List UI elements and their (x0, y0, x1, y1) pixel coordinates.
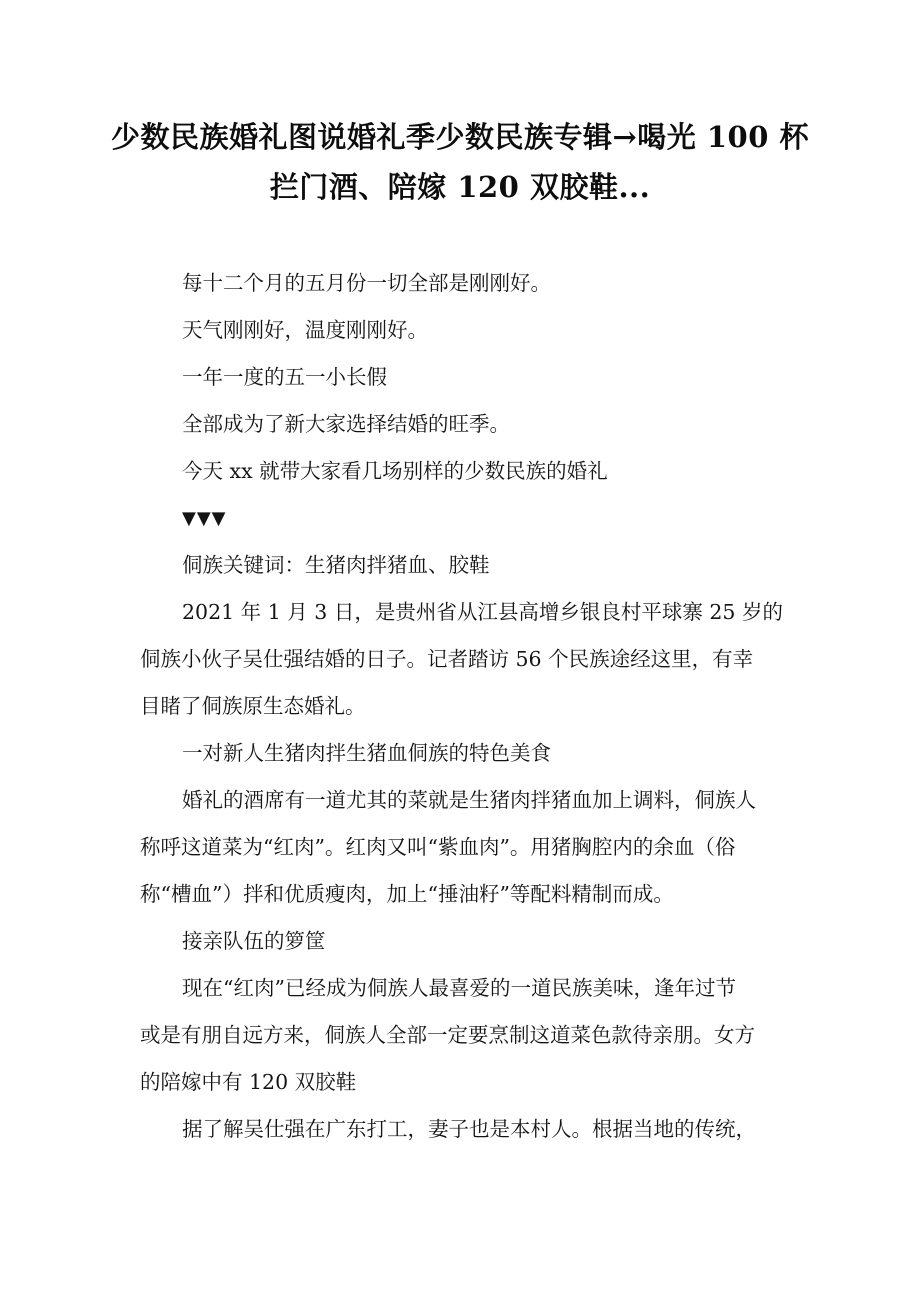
paragraph-line: 或是有朋自远方来，侗族人全部一定要烹制这道菜色款待亲朋。女方 (140, 1023, 755, 1047)
paragraph: 每十二个月的五月份一切全部是刚刚好。 (182, 271, 551, 295)
paragraph-line: 2021 年 1 月 3 日，是贵州省从江县高增乡银良村平球寨 25 岁的 (182, 600, 783, 624)
paragraph-line: 的陪嫁中有 120 双胶鞋 (140, 1070, 357, 1094)
triangle-divider: ▼▼▼ (182, 508, 227, 529)
paragraph-line: 侗族小伙子吴仕强结婚的日子。记者踏访 56 个民族途经这里，有幸 (140, 647, 754, 671)
paragraph: 全部成为了新大家选择结婚的旺季。 (182, 412, 510, 436)
paragraph: 今天 xx 就带大家看几场别样的少数民族的婚礼 (182, 459, 608, 483)
paragraph: 天气刚刚好，温度刚刚好。 (182, 318, 428, 342)
paragraph-line: 称呼这道菜为“红肉”。红肉又叫“紫血肉”。用猪胸腔内的余血（俗 (140, 835, 736, 859)
image-caption: 一对新人生猪肉拌生猪血侗族的特色美食 (182, 741, 551, 765)
paragraph: 一年一度的五一小长假 (182, 365, 387, 389)
title-line-2: 拦门酒、陪嫁 120 双胶鞋... (269, 170, 651, 204)
paragraph-line: 婚礼的酒席有一道尤其的菜就是生猪肉拌猪血加上调料，侗族人 (182, 788, 756, 812)
paragraph-line: 据了解吴仕强在广东打工，妻子也是本村人。根据当地的传统， (182, 1117, 756, 1141)
title-line-1: 少数民族婚礼图说婚礼季少数民族专辑→喝光 100 杯 (110, 120, 810, 154)
document-title (110, 112, 810, 212)
section-heading: 侗族关键词：生猪肉拌猪血、胶鞋 (182, 553, 490, 577)
document-body (140, 260, 790, 1153)
image-caption: 接亲队伍的箩筐 (182, 929, 326, 953)
paragraph-line: 称“槽血”）拌和优质瘦肉，加上“捶油籽”等配料精制而成。 (140, 882, 674, 906)
paragraph-line: 目睹了侗族原生态婚礼。 (140, 694, 366, 718)
paragraph-line: 现在“红肉”已经成为侗族人最喜爱的一道民族美味，逢年过节 (182, 976, 736, 1000)
